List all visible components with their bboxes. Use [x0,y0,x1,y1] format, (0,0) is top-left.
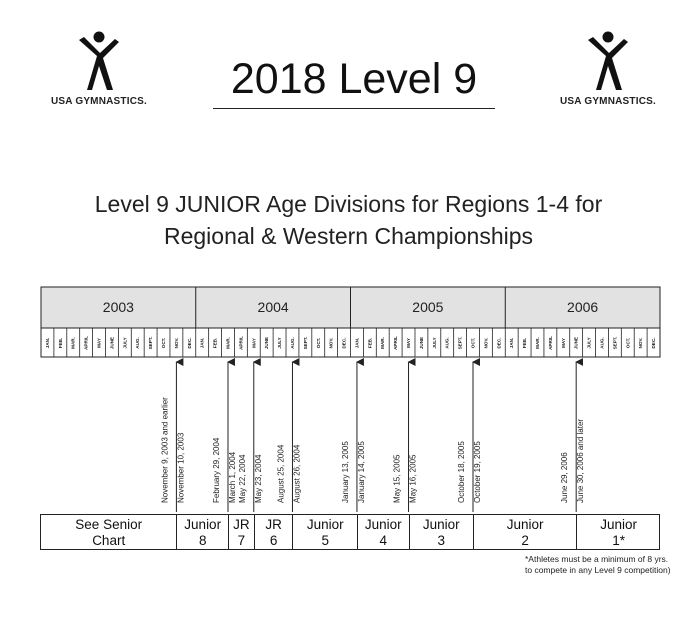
month-label: NOV. [638,337,644,349]
division-cell [409,515,473,549]
month-label: JULY [586,337,592,349]
month-label: MAY [406,338,412,348]
month-label: JUNE [573,336,579,350]
month-label: MAR. [380,337,386,349]
year-label: 2003 [102,299,134,315]
division-number: 3 [437,533,446,548]
month-label: JAN. [354,337,360,349]
division-name: Junior [506,517,544,532]
cutoff-date-after: May 23, 2004 [253,454,263,503]
cutoff-date-after: October 19, 2005 [473,441,483,503]
division-cell [292,515,356,549]
cutoff-date-after: August 26, 2004 [292,444,302,503]
month-label: AUG. [599,337,605,349]
division-cell [228,515,254,549]
month-label: APRIL [547,336,553,350]
month-label: AUG. [135,337,141,349]
month-label: JUNE [109,336,115,350]
month-label: MAY [96,338,102,348]
month-label: JULY [277,337,283,349]
month-label: SEPT. [457,336,463,350]
division-number: 6 [269,533,278,548]
month-label: NOV. [328,337,334,349]
month-label: DEC. [496,337,502,349]
cutoff-date-before: June 29, 2006 [560,452,570,503]
division-number: 8 [198,533,207,548]
division-number: Chart [92,533,126,548]
month-label: JULY [431,337,437,349]
month-label: OCT. [161,337,167,349]
month-label: OCT. [625,337,631,349]
cutoff-date-after: May 16, 2005 [408,454,418,503]
month-label: NOV. [483,337,489,349]
division-number: 5 [321,533,329,548]
cutoff-date-before: November 9, 2003 and earlier [160,397,170,503]
division-name: Junior [364,517,402,532]
month-label: SEPT. [302,336,308,350]
month-label: DEC. [341,337,347,349]
month-label: MAY [251,338,257,348]
month-label: FEB. [522,337,528,349]
division-name: JR [233,517,250,532]
year-label: 2006 [567,299,599,315]
month-label: JAN. [44,337,50,349]
month-label: JUNE [418,336,424,350]
logo-text: USA GYMNASTICS. [51,96,147,107]
division-name: JR [265,517,282,532]
month-label: JAN. [509,337,515,349]
division-row [40,514,660,550]
month-label: JUNE [264,336,270,350]
month-label: JAN. [199,337,205,349]
division-name: Junior [306,517,344,532]
division-cell [254,515,293,549]
cutoff-date-before: May 22, 2004 [237,454,247,503]
year-label: 2005 [412,299,444,315]
subtitle-line-1: Level 9 JUNIOR Age Divisions for Regions 1-4 for [94,191,603,217]
month-label: JULY [122,337,128,349]
month-label: OCT. [315,337,321,349]
division-cell [473,515,576,549]
division-name: Junior [422,517,460,532]
division-cell [576,515,660,549]
footnote: *Athletes must be a minimum of 8 yrs. to compete in any Level 9 competition) [525,554,671,575]
subtitle-line-2: Regional & Western Championships [163,223,534,249]
cutoff-date-before: January 13, 2005 [340,441,350,503]
division-name: Junior [184,517,222,532]
division-number: 1* [612,533,625,548]
month-label: MAR. [70,337,76,349]
division-cell [41,515,176,549]
cutoff-date-before: May 15, 2005 [392,454,402,503]
month-label: APRIL [83,336,89,350]
month-label: MAY [560,338,566,348]
month-label: AUG. [444,337,450,349]
month-label: OCT. [470,337,476,349]
month-label: FEB. [212,337,218,349]
month-label: APRIL [393,336,399,350]
month-label: MAR. [225,337,231,349]
division-name: Junior [600,517,637,532]
logo-text: USA GYMNASTICS. [560,96,656,107]
division-number: 7 [237,533,246,548]
month-label: NOV. [173,337,179,349]
cutoff-date-after: November 10, 2003 [176,432,186,503]
year-label: 2004 [257,299,289,315]
month-label: AUG. [289,337,295,349]
division-name: See Senior [75,517,143,532]
month-label: SEPT. [612,336,618,350]
month-label: FEB. [367,337,373,349]
cutoff-date-after: June 30, 2006 and later [576,418,586,503]
cutoff-date-before: October 18, 2005 [457,441,467,503]
month-label: DEC. [186,337,192,349]
month-label: DEC. [651,337,657,349]
cutoff-date-before: February 29, 2004 [211,437,221,503]
division-number: 2 [521,533,529,548]
month-label: FEB. [57,337,63,349]
month-label: APRIL [238,336,244,350]
month-label: MAR. [534,337,540,349]
division-cell [357,515,409,549]
month-label: SEPT. [148,336,154,350]
cutoff-date-after: March 1, 2004 [227,451,237,503]
division-cell [176,515,228,549]
cutoff-date-after: January 14, 2005 [356,441,366,503]
page-title: 2018 Level 9 [213,52,495,109]
division-number: 4 [379,533,387,548]
cutoff-date-before: August 25, 2004 [276,444,286,503]
